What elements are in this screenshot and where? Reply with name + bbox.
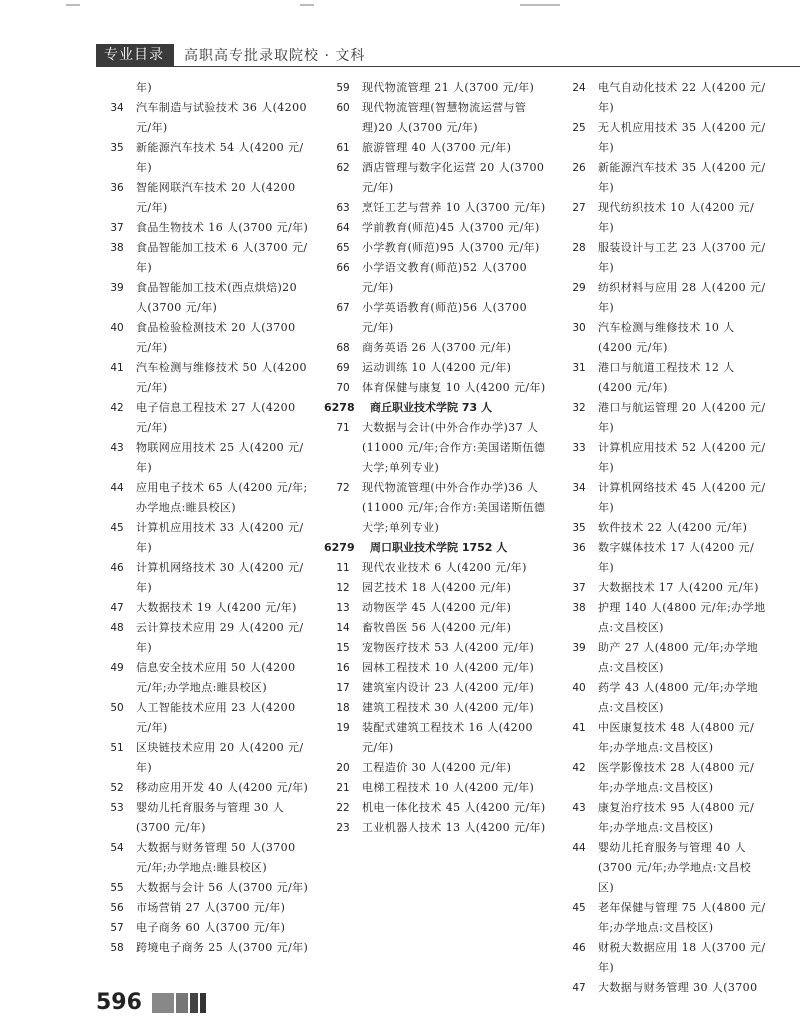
major-text: 学前教育(师范)45 人(3700 元/年) <box>362 221 540 234</box>
major-number: 31 <box>572 362 586 374</box>
major-entry <box>104 618 312 658</box>
major-text: 宠物医疗技术 53 人(4200 元/年) <box>362 641 535 654</box>
major-entry <box>104 98 312 138</box>
major-text: 信息安全技术应用 50 人(4200 元/年;办学地点:睢县校区) <box>136 661 296 694</box>
major-number: 13 <box>336 602 350 614</box>
major-number: 57 <box>110 922 124 934</box>
major-text: 港口与航运管理 20 人(4200 元/年) <box>598 401 766 434</box>
major-number: 37 <box>110 222 124 234</box>
major-entry <box>104 898 312 918</box>
major-text: 食品生物技术 16 人(3700 元/年) <box>136 221 309 234</box>
major-text: 现代纺织技术 10 人(4200 元/年) <box>598 201 755 234</box>
major-entry <box>104 738 312 778</box>
major-text: 建筑工程技术 30 人(4200 元/年) <box>362 701 535 714</box>
major-number: 51 <box>110 742 124 754</box>
major-entry <box>330 618 546 638</box>
major-entry <box>566 318 766 358</box>
major-entry <box>566 358 766 398</box>
major-entry <box>104 358 312 398</box>
major-entry <box>330 78 546 98</box>
major-text: 计算机网络技术 30 人(4200 元/年) <box>136 561 304 594</box>
major-number: 18 <box>336 702 350 714</box>
major-number: 14 <box>336 622 350 634</box>
major-text: 商务英语 26 人(3700 元/年) <box>362 341 512 354</box>
major-entry <box>566 598 766 638</box>
major-entry <box>330 798 546 818</box>
major-entry <box>566 278 766 318</box>
major-entry <box>566 678 766 718</box>
major-entry <box>330 578 546 598</box>
major-number: 33 <box>572 442 586 454</box>
major-text: 旅游管理 40 人(3700 元/年) <box>362 141 512 154</box>
top-scan-edge <box>0 0 800 14</box>
major-number: 37 <box>572 582 586 594</box>
major-number: 44 <box>110 482 124 494</box>
major-number: 17 <box>336 682 350 694</box>
major-number: 38 <box>110 242 124 254</box>
major-number: 69 <box>336 362 350 374</box>
major-entry <box>330 158 546 198</box>
major-entry <box>566 758 766 798</box>
major-entry <box>566 118 766 158</box>
major-number: 50 <box>110 702 124 714</box>
major-text: 无人机应用技术 35 人(4200 元/年) <box>598 121 766 154</box>
major-entry <box>566 838 766 898</box>
header-rule <box>96 66 800 67</box>
major-text: 服装设计与工艺 23 人(3700 元/年) <box>598 241 766 274</box>
major-number: 20 <box>336 762 350 774</box>
major-text: 建筑室内设计 23 人(4200 元/年) <box>362 681 535 694</box>
major-number: 67 <box>336 302 350 314</box>
major-number: 24 <box>572 82 586 94</box>
major-text: 大数据与财务管理 50 人(3700 元/年;办学地点:睢县校区) <box>136 841 296 874</box>
major-number: 22 <box>336 802 350 814</box>
major-entry <box>330 258 546 298</box>
major-text: 现代农业技术 6 人(4200 元/年) <box>362 561 527 574</box>
major-entry <box>104 218 312 238</box>
major-number: 44 <box>572 842 586 854</box>
column-right <box>566 78 766 998</box>
school-code: 6279 <box>324 541 355 554</box>
school-name: 周口职业技术学院 1752 人 <box>370 541 508 554</box>
major-number: 40 <box>110 322 124 334</box>
major-text: 大数据与财务管理 30 人(3700 <box>598 981 758 994</box>
major-entry <box>566 478 766 518</box>
major-number: 60 <box>336 102 350 114</box>
major-entry <box>104 698 312 738</box>
major-entry <box>104 778 312 798</box>
major-number: 19 <box>336 722 350 734</box>
scan-mark <box>66 4 80 6</box>
major-entry <box>330 558 546 578</box>
major-number: 40 <box>572 682 586 694</box>
column-left <box>104 78 312 958</box>
school-heading <box>324 398 546 418</box>
major-text: 食品检验检测技术 20 人(3700 元/年) <box>136 321 296 354</box>
major-text: 动物医学 45 人(4200 元/年) <box>362 601 512 614</box>
scan-mark <box>300 4 314 6</box>
school-code: 6278 <box>324 401 355 414</box>
major-number: 46 <box>572 942 586 954</box>
major-text: 医学影像技术 28 人(4800 元/年;办学地点:文昌校区) <box>598 761 755 794</box>
major-number: 66 <box>336 262 350 274</box>
major-number: 41 <box>110 362 124 374</box>
major-entry <box>104 918 312 938</box>
major-text: 电子信息工程技术 27 人(4200 元/年) <box>136 401 296 434</box>
major-entry <box>566 538 766 578</box>
major-entry <box>104 878 312 898</box>
major-text: 小学语文教育(师范)52 人(3700 元/年) <box>362 261 527 294</box>
major-number: 34 <box>572 482 586 494</box>
major-entry <box>330 198 546 218</box>
major-text: 大数据技术 19 人(4200 元/年) <box>136 601 297 614</box>
major-text: 人工智能技术应用 23 人(4200 元/年) <box>136 701 296 734</box>
major-text: 区块链技术应用 20 人(4200 元/年) <box>136 741 304 774</box>
major-text: 中医康复技术 48 人(4800 元/年;办学地点:文昌校区) <box>598 721 755 754</box>
major-entry <box>104 658 312 698</box>
footer-bar <box>200 993 206 1013</box>
major-number: 49 <box>110 662 124 674</box>
major-text: 工程造价 30 人(4200 元/年) <box>362 761 512 774</box>
major-number: 39 <box>572 642 586 654</box>
major-text: 电梯工程技术 10 人(4200 元/年) <box>362 781 535 794</box>
major-text: 数字媒体技术 17 人(4200 元/年) <box>598 541 755 574</box>
page-number: 596 <box>96 990 142 1015</box>
major-entry <box>104 938 312 958</box>
major-text: 港口与航道工程技术 12 人(4200 元/年) <box>598 361 735 394</box>
major-text: 运动训练 10 人(4200 元/年) <box>362 361 512 374</box>
major-entry <box>566 238 766 278</box>
major-entry <box>104 278 312 318</box>
major-text: 康复治疗技术 95 人(4800 元/年;办学地点:文昌校区) <box>598 801 755 834</box>
school-name: 商丘职业技术学院 73 人 <box>370 401 492 414</box>
major-entry <box>330 658 546 678</box>
major-text: 新能源汽车技术 54 人(4200 元/年) <box>136 141 304 174</box>
major-entry <box>330 298 546 338</box>
major-text: 现代物流管理 21 人(3700 元/年) <box>362 81 535 94</box>
major-text: 计算机网络技术 45 人(4200 元/年) <box>598 481 766 514</box>
major-number: 36 <box>572 542 586 554</box>
major-text: 计算机应用技术 52 人(4200 元/年) <box>598 441 766 474</box>
major-number: 54 <box>110 842 124 854</box>
major-text: 园艺技术 18 人(4200 元/年) <box>362 581 512 594</box>
major-text: 体育保健与康复 10 人(4200 元/年) <box>362 381 546 394</box>
major-text: 物联网应用技术 25 人(4200 元/年) <box>136 441 304 474</box>
major-text: 装配式建筑工程技术 16 人(4200 元/年) <box>362 721 533 754</box>
major-number: 28 <box>572 242 586 254</box>
major-entry <box>566 638 766 678</box>
major-text: 新能源汽车技术 35 人(4200 元/年) <box>598 161 766 194</box>
major-entry <box>104 438 312 478</box>
major-number: 48 <box>110 622 124 634</box>
major-entry <box>330 338 546 358</box>
major-number: 56 <box>110 902 124 914</box>
major-text: 机电一体化技术 45 人(4200 元/年) <box>362 801 546 814</box>
major-text: 酒店管理与数字化运营 20 人(3700 元/年) <box>362 161 545 194</box>
major-text: 小学教育(师范)95 人(3700 元/年) <box>362 241 540 254</box>
major-entry <box>330 698 546 718</box>
major-number: 42 <box>572 762 586 774</box>
page-header <box>96 44 365 66</box>
school-heading <box>324 538 546 558</box>
major-entry <box>566 938 766 978</box>
major-number: 47 <box>110 602 124 614</box>
major-text: 汽车检测与维修技术 10 人(4200 元/年) <box>598 321 735 354</box>
major-text: 电子商务 60 人(3700 元/年) <box>136 921 286 934</box>
section-tag: 专业目录 <box>96 44 174 66</box>
major-number: 23 <box>336 822 350 834</box>
major-entry <box>330 758 546 778</box>
major-entry <box>330 818 546 838</box>
major-text: 助产 27 人(4800 元/年;办学地点:文昌校区) <box>598 641 759 674</box>
continued-text: 年) <box>136 81 153 94</box>
major-number: 61 <box>336 142 350 154</box>
major-text: 计算机应用技术 33 人(4200 元/年) <box>136 521 304 554</box>
major-entry <box>566 798 766 838</box>
major-number: 45 <box>110 522 124 534</box>
major-number: 45 <box>572 902 586 914</box>
major-entry <box>104 798 312 838</box>
major-entry <box>330 478 546 538</box>
major-number: 34 <box>110 102 124 114</box>
major-text: 烹饪工艺与营养 10 人(3700 元/年) <box>362 201 546 214</box>
footer-bar <box>190 993 198 1013</box>
major-number: 41 <box>572 722 586 734</box>
major-entry <box>104 138 312 178</box>
major-text: 护理 140 人(4800 元/年;办学地点:文昌校区) <box>598 601 766 634</box>
major-text: 工业机器人技术 13 人(4200 元/年) <box>362 821 546 834</box>
major-entry <box>566 78 766 118</box>
major-entry <box>566 978 766 998</box>
major-entry <box>104 178 312 218</box>
major-entry <box>104 558 312 598</box>
major-entry <box>330 418 546 478</box>
major-text: 财税大数据应用 18 人(3700 元/年) <box>598 941 766 974</box>
major-number: 32 <box>572 402 586 414</box>
major-text: 市场营销 27 人(3700 元/年) <box>136 901 286 914</box>
major-number: 39 <box>110 282 124 294</box>
major-text: 电气自动化技术 22 人(4200 元/年) <box>598 81 766 114</box>
major-number: 21 <box>336 782 350 794</box>
major-text: 现代物流管理(智慧物流运营与管理)20 人(3700 元/年) <box>362 101 527 134</box>
major-entry <box>330 778 546 798</box>
major-number: 55 <box>110 882 124 894</box>
major-number: 63 <box>336 202 350 214</box>
major-number: 65 <box>336 242 350 254</box>
page-footer <box>96 990 208 1015</box>
major-text: 畜牧兽医 56 人(4200 元/年) <box>362 621 512 634</box>
major-number: 58 <box>110 942 124 954</box>
major-number: 72 <box>336 482 350 494</box>
major-number: 27 <box>572 202 586 214</box>
major-text: 纺织材料与应用 28 人(4200 元/年) <box>598 281 766 314</box>
major-text: 跨境电子商务 25 人(3700 元/年) <box>136 941 309 954</box>
major-number: 43 <box>572 802 586 814</box>
major-entry <box>330 378 546 398</box>
major-number: 47 <box>572 982 586 994</box>
major-entry <box>330 598 546 618</box>
major-text: 药学 43 人(4800 元/年;办学地点:文昌校区) <box>598 681 759 714</box>
major-number: 38 <box>572 602 586 614</box>
major-entry <box>104 318 312 358</box>
major-number: 62 <box>336 162 350 174</box>
major-number: 36 <box>110 182 124 194</box>
major-text: 应用电子技术 65 人(4200 元/年;办学地点:睢县校区) <box>136 481 308 514</box>
major-text: 大数据与会计(中外合作办学)37 人(11000 元/年;合作方:美国诺斯伍德大学;单列专业) <box>362 421 546 474</box>
major-entry <box>566 438 766 478</box>
major-text: 食品智能加工技术 6 人(3700 元/年) <box>136 241 308 274</box>
major-number: 42 <box>110 402 124 414</box>
major-entry <box>104 518 312 558</box>
major-entry <box>566 578 766 598</box>
major-text: 小学英语教育(师范)56 人(3700 元/年) <box>362 301 527 334</box>
major-number: 12 <box>336 582 350 594</box>
major-number: 71 <box>336 422 350 434</box>
major-entry <box>566 898 766 938</box>
column-middle <box>324 78 546 838</box>
major-text: 大数据技术 17 人(4200 元/年) <box>598 581 759 594</box>
major-number: 30 <box>572 322 586 334</box>
major-entry <box>330 238 546 258</box>
major-text: 汽车制造与试验技术 36 人(4200 元/年) <box>136 101 307 134</box>
major-entry <box>566 158 766 198</box>
footer-bar <box>152 993 174 1013</box>
footer-bars <box>152 993 208 1013</box>
major-text: 移动应用开发 40 人(4200 元/年) <box>136 781 309 794</box>
major-entry <box>566 718 766 758</box>
major-number: 59 <box>336 82 350 94</box>
major-text: 软件技术 22 人(4200 元/年) <box>598 521 748 534</box>
major-text: 食品智能加工技术(西点烘焙)20 人(3700 元/年) <box>136 281 297 314</box>
major-entry <box>566 198 766 238</box>
major-number: 52 <box>110 782 124 794</box>
section-subtitle: 高职高专批录取院校 · 文科 <box>184 48 366 64</box>
major-entry <box>330 678 546 698</box>
major-text: 智能网联汽车技术 20 人(4200 元/年) <box>136 181 296 214</box>
major-entry <box>330 718 546 758</box>
major-entry <box>330 218 546 238</box>
major-number: 43 <box>110 442 124 454</box>
major-entry <box>330 358 546 378</box>
major-text: 汽车检测与维修技术 50 人(4200 元/年) <box>136 361 307 394</box>
major-number: 11 <box>336 562 350 574</box>
major-number: 46 <box>110 562 124 574</box>
major-number: 35 <box>110 142 124 154</box>
major-entry <box>104 598 312 618</box>
major-number: 68 <box>336 342 350 354</box>
major-text: 云计算技术应用 29 人(4200 元/年) <box>136 621 304 654</box>
major-entry <box>330 138 546 158</box>
major-number: 35 <box>572 522 586 534</box>
major-entry <box>104 398 312 438</box>
major-entry <box>104 238 312 278</box>
major-number: 64 <box>336 222 350 234</box>
scan-mark <box>520 4 560 6</box>
major-entry <box>104 478 312 518</box>
major-entry <box>566 398 766 438</box>
major-number: 15 <box>336 642 350 654</box>
major-text: 婴幼儿托育服务与管理 30 人(3700 元/年) <box>136 801 284 834</box>
major-text: 婴幼儿托育服务与管理 40 人(3700 元/年;办学地点:文昌校区) <box>598 841 752 894</box>
major-number: 70 <box>336 382 350 394</box>
major-text: 大数据与会计 56 人(3700 元/年) <box>136 881 309 894</box>
major-text: 现代物流管理(中外合作办学)36 人(11000 元/年;合作方:美国诺斯伍德大学;单列专业) <box>362 481 546 534</box>
major-number: 16 <box>336 662 350 674</box>
major-entry <box>566 518 766 538</box>
major-number: 29 <box>572 282 586 294</box>
major-number: 25 <box>572 122 586 134</box>
major-entry <box>330 98 546 138</box>
major-text: 园林工程技术 10 人(4200 元/年) <box>362 661 535 674</box>
major-number: 26 <box>572 162 586 174</box>
major-entry <box>104 838 312 878</box>
footer-bar <box>176 993 188 1013</box>
major-entry <box>330 638 546 658</box>
major-text: 老年保健与管理 75 人(4800 元/年;办学地点:文昌校区) <box>598 901 766 934</box>
major-number: 53 <box>110 802 124 814</box>
